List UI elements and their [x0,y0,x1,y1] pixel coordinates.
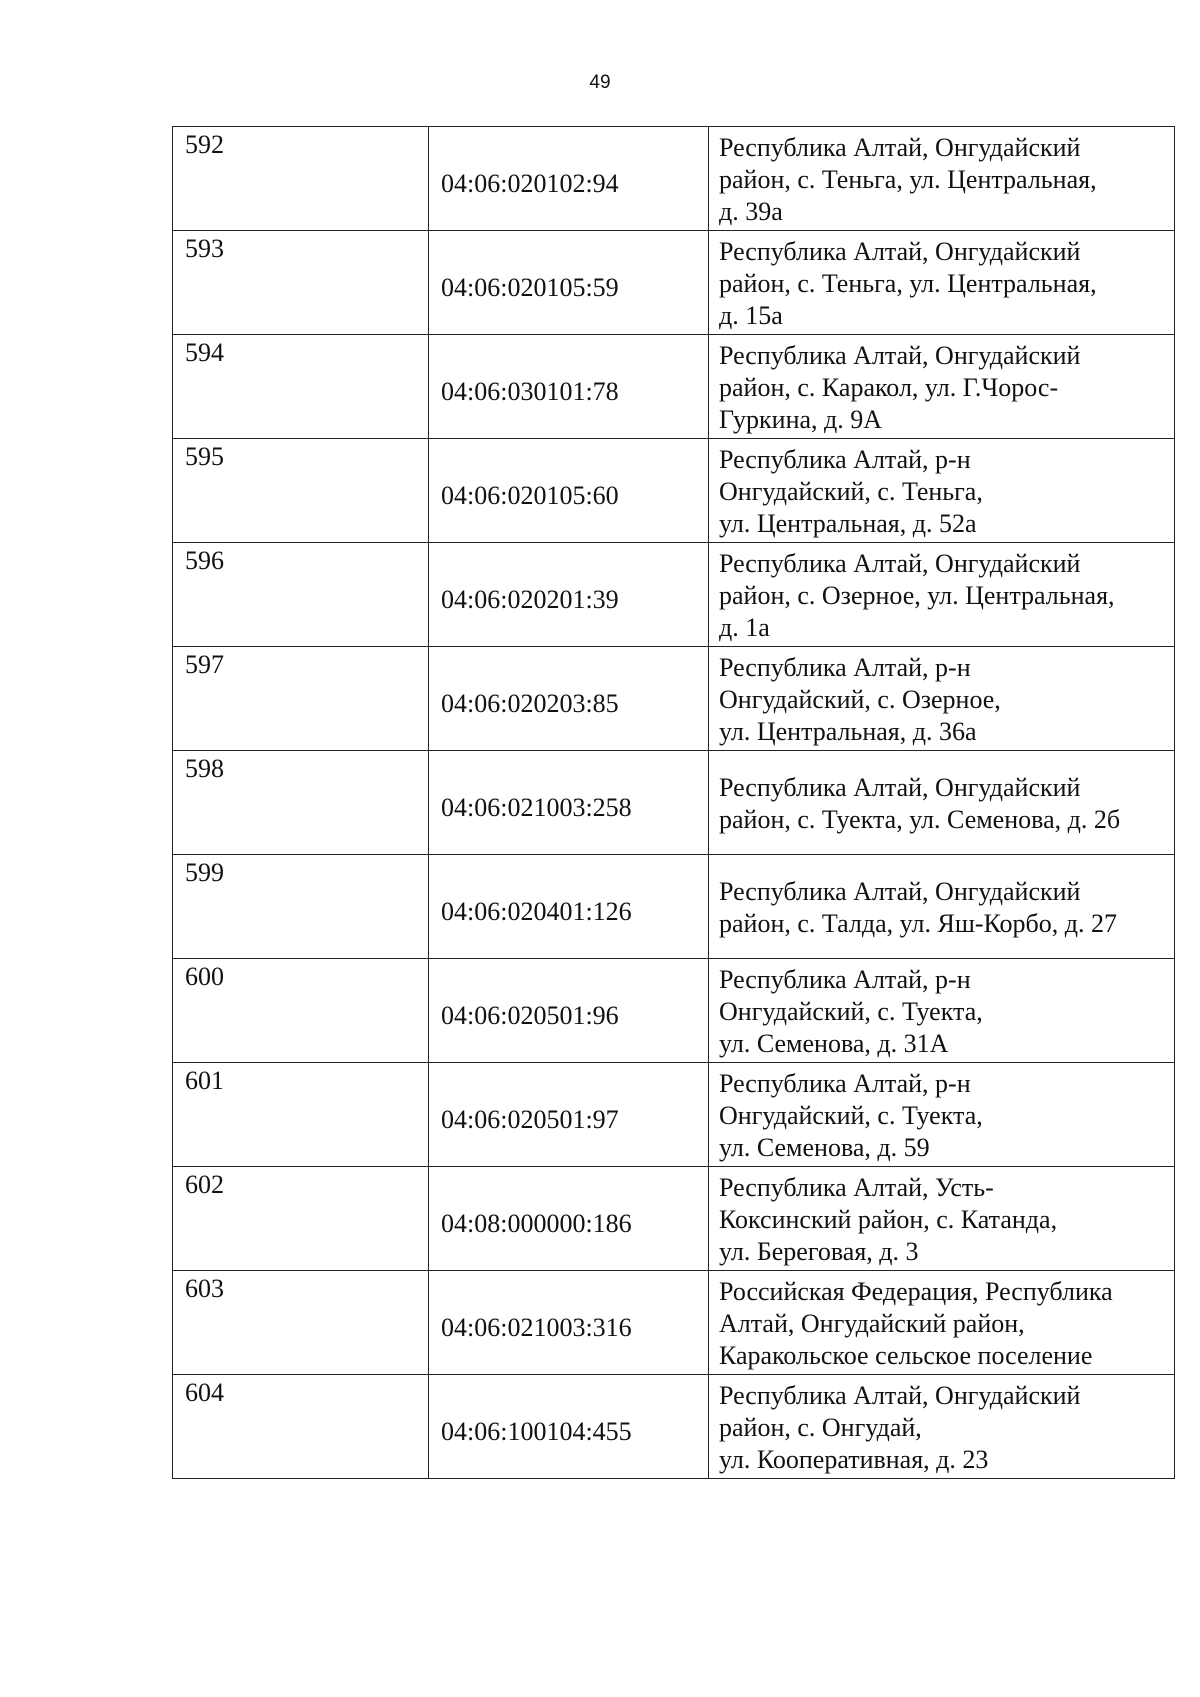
address-cell [709,1271,1175,1375]
cadastral-number: 04:06:020105:60 [441,480,619,510]
address-line: Республика Алтай, Онгудайский [719,132,1081,162]
property-table [172,126,1175,1479]
address-line: Онгудайский, с. Теньга, [719,476,983,506]
address-cell [709,1375,1175,1479]
address-line: район, с. Теньга, ул. Центральная, [719,268,1097,298]
row-number-cell [173,855,429,959]
table-row [173,1271,1175,1375]
address-line: Республика Алтай, Онгудайский [719,772,1081,802]
address-line: Каракольское сельское поселение [719,1340,1093,1370]
row-number-cell [173,647,429,751]
row-number: 603 [185,1274,224,1303]
address-line: район, с. Туекта, ул. Семенова, д. 2б [719,804,1121,834]
address-line: д. 1а [719,612,770,642]
cadastral-number-cell [429,543,709,647]
cadastral-number: 04:06:020401:126 [441,896,632,926]
cadastral-number-cell [429,335,709,439]
address-cell [709,855,1175,959]
row-number-cell [173,231,429,335]
cadastral-number: 04:08:000000:186 [441,1208,632,1238]
address-line: д. 15а [719,300,783,330]
address-line: Республика Алтай, Онгудайский [719,236,1081,266]
table-row [173,1063,1175,1167]
address-line: ул. Центральная, д. 36а [719,716,977,746]
cadastral-number-cell [429,127,709,231]
page-number: 49 [589,72,611,93]
address-line: Алтай, Онгудайский район, [719,1308,1025,1338]
address-cell [709,647,1175,751]
row-number-cell [173,439,429,543]
cadastral-number-cell [429,1167,709,1271]
cadastral-number: 04:06:021003:316 [441,1312,632,1342]
address-cell [709,1063,1175,1167]
table-row [173,335,1175,439]
cadastral-number: 04:06:021003:258 [441,792,632,822]
address-line: Республика Алтай, Онгудайский [719,1380,1081,1410]
row-number: 594 [185,338,224,367]
table-row [173,231,1175,335]
cadastral-number-cell [429,1375,709,1479]
cadastral-number: 04:06:020102:94 [441,168,619,198]
cadastral-number-cell [429,959,709,1063]
row-number: 601 [185,1066,224,1095]
address-line: Республика Алтай, р-н [719,652,971,682]
address-cell [709,543,1175,647]
table-row [173,959,1175,1063]
address-cell [709,439,1175,543]
address-line: Республика Алтай, Усть- [719,1172,994,1202]
address-line: Онгудайский, с. Озерное, [719,684,1001,714]
cadastral-number-cell [429,647,709,751]
row-number-cell [173,1063,429,1167]
row-number: 596 [185,546,224,575]
table-row [173,1167,1175,1271]
cadastral-number: 04:06:020203:85 [441,688,619,718]
row-number-cell [173,959,429,1063]
address-line: Республика Алтай, Онгудайский [719,876,1081,906]
cadastral-number-cell [429,231,709,335]
row-number-cell [173,751,429,855]
row-number: 597 [185,650,224,679]
row-number: 595 [185,442,224,471]
address-line: ул. Центральная, д. 52а [719,508,977,538]
table-row [173,1375,1175,1479]
cadastral-number: 04:06:020105:59 [441,272,619,302]
row-number: 598 [185,754,224,783]
address-line: Республика Алтай, Онгудайский [719,340,1081,370]
address-cell [709,231,1175,335]
table-row [173,543,1175,647]
address-line: район, с. Талда, ул. Яш-Корбо, д. 27 [719,908,1118,938]
address-line: Республика Алтай, Онгудайский [719,548,1081,578]
address-line: ул. Береговая, д. 3 [719,1236,919,1266]
row-number-cell [173,335,429,439]
table-row [173,647,1175,751]
address-line: ул. Кооперативная, д. 23 [719,1444,989,1474]
address-line: Гуркина, д. 9А [719,404,883,434]
address-line: д. 39а [719,196,783,226]
cadastral-number: 04:06:020501:97 [441,1104,619,1134]
address-cell [709,127,1175,231]
cadastral-number-cell [429,439,709,543]
address-cell [709,1167,1175,1271]
table-row [173,855,1175,959]
cadastral-number: 04:06:020501:96 [441,1000,619,1030]
address-line: район, с. Теньга, ул. Центральная, [719,164,1097,194]
address-line: Онгудайский, с. Туекта, [719,1100,983,1130]
address-line: Республика Алтай, р-н [719,1068,971,1098]
address-line: Республика Алтай, р-н [719,964,971,994]
row-number-cell [173,1271,429,1375]
row-number: 592 [185,130,224,159]
cadastral-number: 04:06:100104:455 [441,1416,632,1446]
address-line: район, с. Каракол, ул. Г.Чорос- [719,372,1059,402]
row-number-cell [173,543,429,647]
address-line: Республика Алтай, р-н [719,444,971,474]
row-number: 602 [185,1170,224,1199]
cadastral-number: 04:06:030101:78 [441,376,619,406]
row-number-cell [173,1375,429,1479]
row-number-cell [173,1167,429,1271]
cadastral-number-cell [429,1271,709,1375]
row-number: 604 [185,1378,224,1407]
row-number: 600 [185,962,224,991]
address-line: район, с. Озерное, ул. Центральная, [719,580,1115,610]
cadastral-number-cell [429,855,709,959]
address-line: ул. Семенова, д. 31А [719,1028,949,1058]
row-number: 593 [185,234,224,263]
row-number: 599 [185,858,224,887]
address-cell [709,959,1175,1063]
table-body [173,127,1175,1479]
table-row [173,751,1175,855]
table-row [173,127,1175,231]
address-cell [709,751,1175,855]
address-line: ул. Семенова, д. 59 [719,1132,930,1162]
table-row [173,439,1175,543]
address-line: район, с. Онгудай, [719,1412,922,1442]
address-cell [709,335,1175,439]
address-line: Российская Федерация, Республика [719,1276,1113,1306]
cadastral-number: 04:06:020201:39 [441,584,619,614]
row-number-cell [173,127,429,231]
cadastral-number-cell [429,1063,709,1167]
cadastral-number-cell [429,751,709,855]
address-line: Онгудайский, с. Туекта, [719,996,983,1026]
address-line: Коксинский район, с. Катанда, [719,1204,1058,1234]
